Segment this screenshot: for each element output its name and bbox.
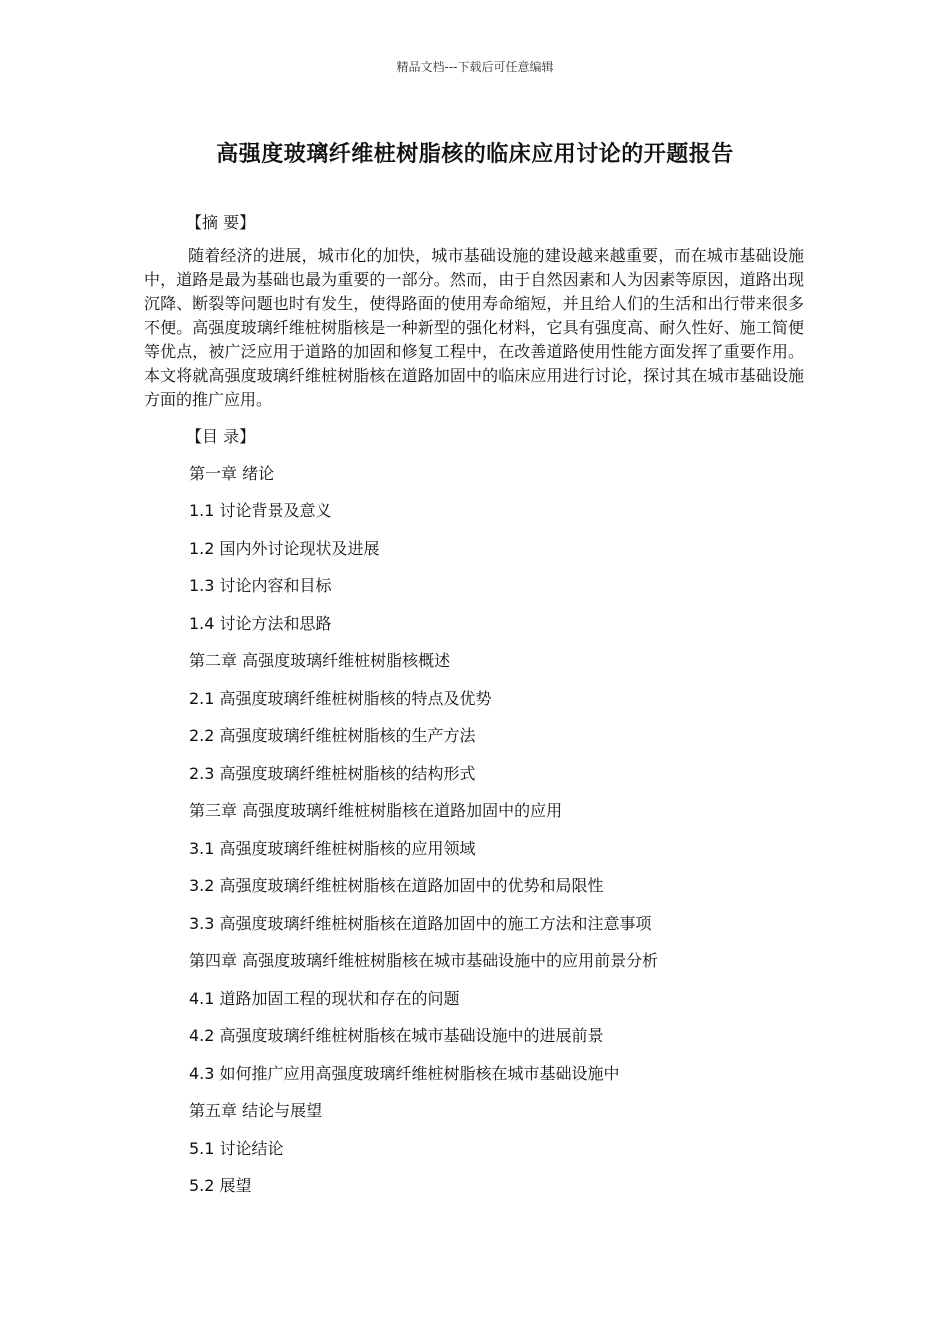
toc-item: 3.3 高强度玻璃纤维桩树脂核在道路加固中的施工方法和注意事项 (189, 914, 652, 933)
abstract-body: 随着经济的进展，城市化的加快，城市基础设施的建设越来越重要，而在城市基础设施中，道路是最为基础也最为重要的一部分。然而，由于自然因素和人为因素等原因，道路出现沉降、断裂等问题也时有发生，使得路面的使用寿命缩短，并且给人们的生活和出行带来很多不便。高强度玻璃纤维桩树脂核是一种新型的强化材料，它具有强度高、耐久性好、施工简便等优点，被广泛应用于道路的加固和修复工程中，在改善道路使用性能方面发挥了重要作用。本文将就高强度玻璃纤维桩树脂核在道路加固中的临床应用进行讨论，探讨其在城市基础设施方面的推广应用。 (144, 246, 804, 409)
toc-heading: 【目 录】 (186, 427, 256, 446)
toc-item: 第二章 高强度玻璃纤维桩树脂核概述 (189, 651, 451, 670)
toc-item: 第三章 高强度玻璃纤维桩树脂核在道路加固中的应用 (189, 801, 563, 820)
toc-item: 1.1 讨论背景及意义 (189, 501, 332, 520)
document-title: 高强度玻璃纤维桩树脂核的临床应用讨论的开题报告 (216, 142, 734, 167)
toc-item: 1.2 国内外讨论现状及进展 (189, 539, 380, 558)
toc-item: 4.1 道路加固工程的现状和存在的问题 (189, 989, 460, 1008)
toc-item: 4.3 如何推广应用高强度玻璃纤维桩树脂核在城市基础设施中 (189, 1064, 620, 1083)
toc-item: 5.2 展望 (189, 1176, 252, 1195)
toc-item: 1.3 讨论内容和目标 (189, 576, 332, 595)
toc-item: 1.4 讨论方法和思路 (189, 614, 332, 633)
toc-item: 2.3 高强度玻璃纤维桩树脂核的结构形式 (189, 764, 476, 783)
toc-item: 5.1 讨论结论 (189, 1139, 284, 1158)
toc-item: 第四章 高强度玻璃纤维桩树脂核在城市基础设施中的应用前景分析 (189, 951, 659, 970)
header-note: 精品文档---下载后可任意编辑 (396, 60, 554, 74)
abstract-heading: 【摘 要】 (186, 213, 256, 232)
toc-item: 第一章 绪论 (189, 464, 275, 483)
toc-item: 2.1 高强度玻璃纤维桩树脂核的特点及优势 (189, 689, 492, 708)
toc-item: 2.2 高强度玻璃纤维桩树脂核的生产方法 (189, 726, 476, 745)
toc-item: 3.1 高强度玻璃纤维桩树脂核的应用领域 (189, 839, 476, 858)
toc-item: 3.2 高强度玻璃纤维桩树脂核在道路加固中的优势和局限性 (189, 876, 604, 895)
toc-item: 第五章 结论与展望 (189, 1101, 323, 1120)
toc-item: 4.2 高强度玻璃纤维桩树脂核在城市基础设施中的进展前景 (189, 1026, 604, 1045)
